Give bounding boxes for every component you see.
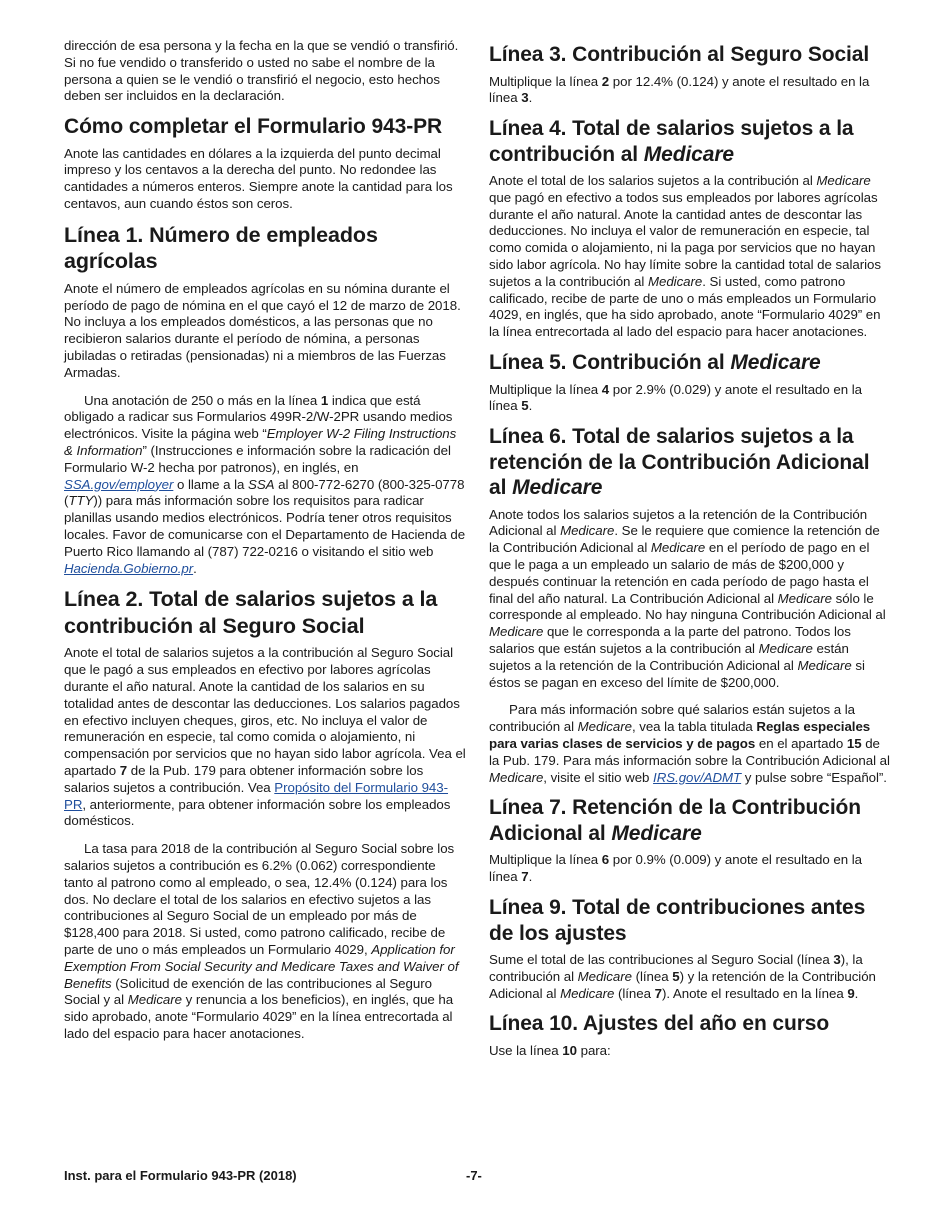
line5-paragraph: Multiplique la línea 4 por 2.9% (0.029) y anote el resultado en la línea 5. [489,381,862,414]
left-column [64,38,466,1052]
line6-paragraph-2: Para más información sobre qué salarios están sujetos a la contribución al Medicare, vea la tabla titulada Reglas especiales para varias clases de servicios y de pagos en el apartado 15 de la Pub. 179. Para más información sobre la Contribución Adicional al Medicare, visite el sitio web IRS.gov/ADMT y pulse sobre “Español”. [489,702,890,785]
line3-heading: Línea 3. Contribución al Seguro Social [489,43,870,66]
intro-paragraph: dirección de esa persona y la fecha en la que se vendió o transfirió. Si no fue vendido o transferido o usted no sabe el nombre de la persona a quien se le vendió o transfirió el negocio, esto hechos deben ser incluidos en la declaración. [64,38,459,104]
line2-paragraph-1: Anote el total de salarios sujetos a la contribución al Seguro Social que le pagó a sus empleados en efectivo por labores agrícolas durante el año natural. Anote la cantidad de los salarios en su totalidad antes de descontar las deducciones. Los salarios pagados en efectivo incluyen cheques, giros, etc. No incluya el valor de remuneración en especie, tal como comida o alojamiento, ni compensación por servicios que no hayan sido labor agrícola. Vea el apartado 7 de la Pub. 179 para obtener información sobre los salarios sujetos a contribución. Vea Propósito del Formulario 943-PR, anteriormente, para obtener información sobre los empleados domésticos. [64,645,466,829]
line6-paragraph-1: Anote todos los salarios sujetos a la retención de la Contribución Adicional al Medicare. Se le requiere que comience la retención de la Contribución Adicional al Medicare en el período de pago en el que le paga a un empleado un salario de más de $200,000 y después continuar la retención en cada período de pago hasta el final del año natural. La Contribución Adicional al Medicare sólo le corresponde al empleado. No hay ninguna Contribución Adicional al Medicare que le corresponda a la parte del patrono. Todos los salarios que están sujetos a la contribución al Medicare están sujetos a la retención de la Contribución Adicional al Medicare si éstos se pagan en exceso del límite de $200,000. [489,506,886,690]
line9-heading: Línea 9. Total de contribuciones antes de los ajustes [489,896,866,945]
ssa-employer-link[interactable]: SSA.gov/employer [64,476,174,492]
line9-paragraph: Sume el total de las contribuciones al Seguro Social (línea 3), la contribución al Medicare (línea 5) y la retención de la Contribución Adicional al Medicare (línea 7). Anote el resultado en la línea 9. [489,952,876,1001]
line1-paragraph-2: Una anotación de 250 o más en la línea 1 indica que está obligado a radicar sus Formularios 499R-2/W-2PR usando medios electrónicos. Visite la página web “Employer W-2 Filing Instructions & Information” (Instrucciones e información sobre la radicación del Formulario W-2 hecha por patronos), en inglés, en SSA.gov/employer o llame a la SSA al 800-772-6270 (800-325-0778 (TTY)) para más información sobre los requisitos para radicar planillas usando medios electrónicos. Podría tener otros requisitos locales. Favor de comunicarse con el Departamento de Hacienda de Puerto Rico llamando al (787) 722-0216 o visitando el sitio web Hacienda.Gobierno.pr. [64,392,466,576]
line1-heading: Línea 1. Número de empleados agrícolas [64,222,378,274]
page-footer [64,1168,890,1186]
line6-heading: Línea 6. Total de salarios sujetos a la retención de la Contribución Adicional al Medicare [489,425,870,500]
line7-paragraph: Multiplique la línea 6 por 0.9% (0.009) y anote el resultado en la línea 7. [489,852,862,885]
line10-paragraph: Use la línea 10 para: [489,1042,611,1058]
line2-heading: Línea 2. Total de salarios sujetos a la contribución al Seguro Social [64,587,438,638]
hacienda-link[interactable]: Hacienda.Gobierno.pr [64,560,194,576]
how-to-paragraph: Anote las cantidades en dólares a la izquierda del punto decimal impreso y los centavos a la derecha del punto. No redondee las cantidades a números enteros. Siempre anote la cantidad para los centavos, aun cuando éstos son ceros. [64,145,453,212]
right-column [489,42,891,1069]
line4-heading: Línea 4. Total de salarios sujetos a la contribución al Medicare [489,117,854,166]
page-number: -7- [466,1168,482,1183]
how-to-heading: Cómo completar el Formulario 943-PR [64,115,443,139]
line10-heading: Línea 10. Ajustes del año en curso [489,1012,830,1036]
line3-paragraph: Multiplique la línea 2 por 12.4% (0.124) y anote el resultado en la línea 3. [489,73,870,106]
line2-paragraph-2: La tasa para 2018 de la contribución al Seguro Social sobre los salarios sujetos a contribución es 6.2% (0.062) correspondiente tanto al patrono como al empleado, o sea, 12.4% (0.124) para los dos. No declare el total de los salarios en efectivo sujetos a las contribuciones al Seguro Social de un empleado por más de $128,400 para 2018. Si usted, como patrono calificado, recibe de parte de uno o más empleados un Formulario 4029, Application for Exemption From Social Security and Medicare Taxes and Waiver of Benefits (Solicitud de exención de las contribuciones al Seguro Social y al Medicare y renuncia a los beneficios), en inglés, que ha sido aprobado, anote “Formulario 4029” en la línea entrecortada al lado del espacio para hacer anotaciones. [64,841,459,1041]
line4-paragraph: Anote el total de los salarios sujetos a la contribución al Medicare que pagó en efectivo a todos sus empleados por labores agrícolas durante el año natural. Anote la cantidad antes de descontar las deducciones. No incluya el valor de remuneración en especie, tal como comida o alojamiento, ni la paga por servicios que no hayan sido labor agrícola. No hay límite sobre la cantidad total de salarios sujetos a la contribución al Medicare. Si usted, como patrono calificado, recibe de parte de uno o más empleados un Formulario 4029, en inglés, que ha sido aprobado, anote “Formulario 4029” en la línea entrecortada al lado del espacio para hacer anotaciones. [489,173,881,340]
line1-paragraph-1: Anote el número de empleados agrícolas en su nómina durante el período de pago de nómina en el que cayó el 12 de marzo de 2018. No incluya a los empleados domésticos, a las personas que no recibieron salarios durante el período de nómina, a personas jubiladas o retiradas (pensionadas) ni a miembros de las Fuerzas Armadas. [64,280,461,380]
footer-title: Inst. para el Formulario 943-PR (2018) [64,1168,297,1183]
proposito-link[interactable]: Propósito del Formulario 943-PR [64,779,449,812]
line5-heading: Línea 5. Contribución al Medicare [489,351,821,375]
line7-heading: Línea 7. Retención de la Contribución Adicional al Medicare [489,796,862,845]
irs-admt-link[interactable]: IRS.gov/ADMT [653,769,742,785]
